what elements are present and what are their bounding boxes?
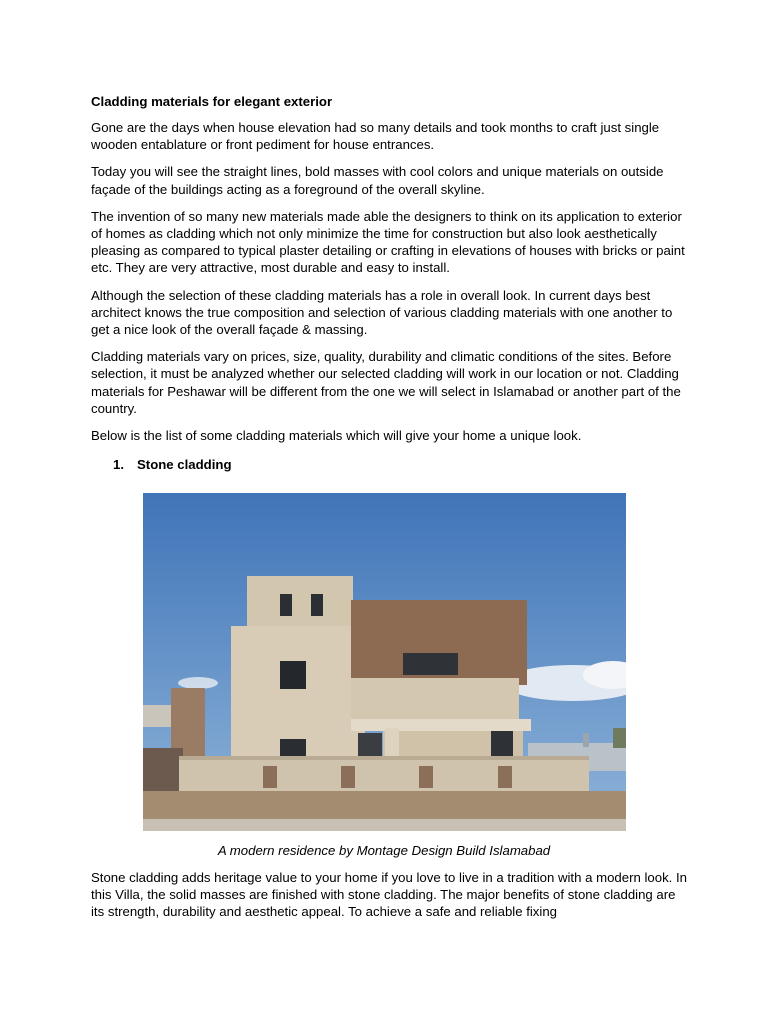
figure-caption: A modern residence by Montage Design Build Islamabad <box>217 843 551 858</box>
paragraph-3: The invention of so many new materials made able the designers to think on its application to exterior of homes as cladding which not only minimize the time for construction but also look aesthetically pleasing as compared to typical plaster detailing or crafting in elevations of houses with bricks or paint etc. They are very attractive, most durable and easy to install. <box>91 208 685 276</box>
document-heading: Cladding materials for elegant exterior <box>91 94 333 109</box>
list-item-number: 1. <box>113 457 124 473</box>
paragraph-6: Below is the list of some cladding materials which will give your home a unique look. <box>91 428 582 444</box>
closing-paragraph: Stone cladding adds heritage value to your home if you love to live in a tradition with a modern look. In this Villa, the solid masses are finished with stone cladding. The major benefits of stone cladding are its strength, durability and aesthetic appeal. To achieve a safe and reliable fixing <box>91 870 687 920</box>
document-body <box>91 93 691 483</box>
residence-photo <box>143 493 626 831</box>
list-item-stone-cladding <box>91 456 691 473</box>
list-item-label: Stone cladding <box>137 457 232 473</box>
paragraph-2: Today you will see the straight lines, bold masses with cool colors and unique materials on outside façade of the buildings acting as a foreground of the overall skyline. <box>91 164 664 197</box>
paragraph-1: Gone are the days when house elevation had so many details and took months to craft just single wooden entablature or front pediment for house entrances. <box>91 120 660 153</box>
paragraph-4: Although the selection of these cladding materials has a role in overall look. In current days best architect knows the true composition and selection of various cladding materials with one another to get a nice look of the overall façade & massing. <box>91 287 673 338</box>
paragraph-5: Cladding materials vary on prices, size, quality, durability and climatic conditions of the sites. Before selection, it must be analyzed whether our selected cladding will work in our location or not. Cladding materials for Peshawar will be different from the one we will select in Islamabad or another part of the country. <box>91 349 681 416</box>
residence-photo-illustration <box>143 493 626 831</box>
